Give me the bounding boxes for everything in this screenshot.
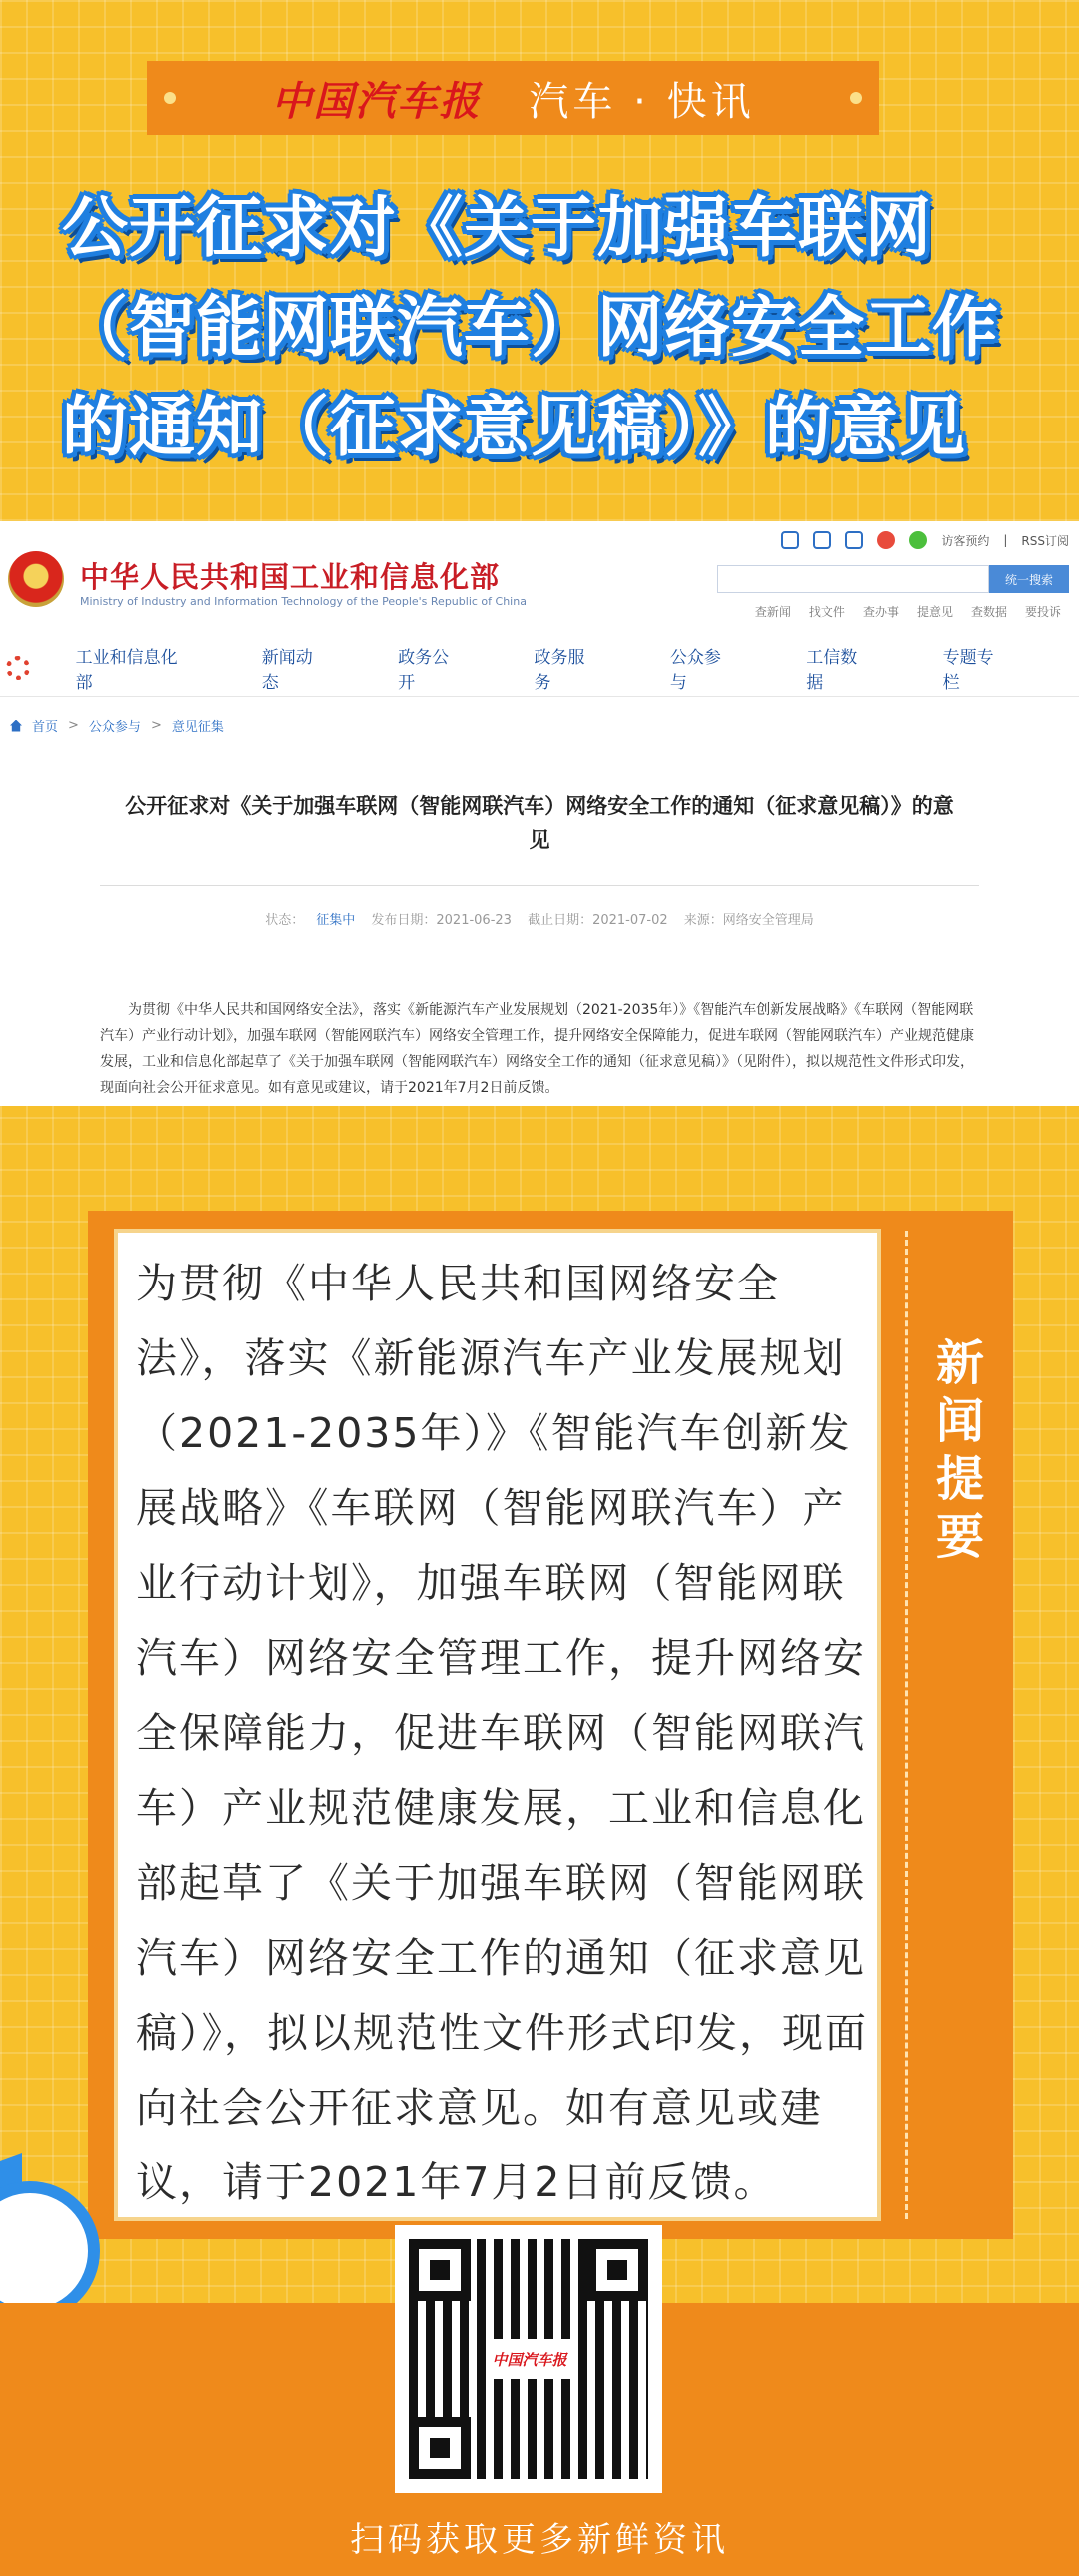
site-name-en: Ministry of Industry and Information Technology of the People's Republic of China [80,595,527,608]
breadcrumb-separator: > [68,718,79,733]
site-tools [781,531,1069,549]
quick-link-opinions[interactable]: 提意见 [916,605,953,619]
quick-links [755,603,1061,620]
search-button[interactable]: 统一搜索 [989,565,1069,593]
status-badge: 征集中 [316,913,356,928]
mobile-icon[interactable] [813,531,831,549]
site-name: 中华人民共和国工业和信息化部 [80,560,501,594]
nav-item-data[interactable]: 工信数据 [806,647,858,693]
breadcrumb-solicitation[interactable]: 意见征集 [171,720,224,735]
footer-caption: 扫码获取更多新鲜资讯 [350,2520,729,2560]
banner-dot-left [164,92,176,104]
nav-item-topics[interactable]: 专题专栏 [942,647,994,693]
nav-item-participation[interactable]: 公众参与 [669,647,721,693]
article-meta [0,909,1079,928]
nav-item-news[interactable]: 新闻动态 [261,647,313,693]
wechat-icon[interactable] [909,531,927,549]
nav-item-affairs[interactable]: 政务公开 [398,647,450,693]
banner-tag: 汽车 · 快讯 [529,78,755,125]
dashed-divider [905,1231,908,2219]
meta-deadline: 截止日期：2021-07-02 [528,913,668,928]
summary-side-label: 新闻提要 [935,1335,984,1565]
decoration-circle [0,2181,100,2321]
qr-finder-bottom-left [409,2417,471,2479]
quick-link-data[interactable]: 查数据 [970,605,1007,619]
breadcrumb-separator: > [150,718,162,733]
qr-finder-top-left [409,2239,471,2301]
rss-link[interactable]: RSS订阅 [1021,533,1069,548]
nav-item-services[interactable]: 政务服务 [534,647,585,693]
site-nav [0,639,1079,697]
meta-source: 来源：网络安全管理局 [683,913,814,928]
site-search [717,565,1069,593]
breadcrumb [10,716,224,735]
quick-link-news[interactable]: 查新闻 [754,605,791,619]
summary-text: 为贯彻《中华人民共和国网络安全法》，落实《新能源汽车产业发展规划（2021-2035年）》《智能汽车创新发展战略》《车联网（智能网联汽车）产业行动计划》，加强车联网（智能网联汽车）网络安全管理工作，提升网络安全保障能力，促进车联网（智能网联汽车）产业规范健康发展，工业和信息化部起草了《关于加强车联网（智能网联汽车）网络安全工作的通知（征求意见稿）》，拟以规范性文件形式印发，现面向社会公开征求意见。如有意见或建议，请于2021年7月2日前反馈。 [136,1260,868,2206]
banner-dot-right [850,92,862,104]
divider: | [1003,533,1008,547]
ministry-website-screenshot [0,521,1079,1106]
weibo-icon[interactable] [877,531,895,549]
hero-title: 公开征求对《关于加强车联网（智能网联汽车）网络安全工作的通知（征求意见稿）》的意见 [62,189,999,465]
gear-logo-icon [6,656,30,680]
accessibility-icon[interactable] [781,531,799,549]
national-emblem-icon [8,551,64,607]
nav-item-ministry[interactable]: 工业和信息化部 [75,647,178,693]
meta-publish-date: 发布日期：2021-06-23 [371,913,512,928]
article-title: 公开征求对《关于加强车联网（智能网联汽车）网络安全工作的通知（征求意见稿）》的意见 [125,794,954,852]
news-summary-card [88,1211,1013,2239]
visit-appointment-link[interactable]: 访客预约 [941,533,990,548]
breadcrumb-participation[interactable]: 公众参与 [88,720,141,735]
qr-pattern [409,2239,648,2479]
mail-icon[interactable] [845,531,863,549]
search-input[interactable] [717,565,989,593]
qr-code [395,2225,662,2493]
brand-logo: 中国汽车报 [271,77,482,125]
article-body: 为贯彻《中华人民共和国网络安全法》，落实《新能源汽车产业发展规划（2021-2035年）》《智能汽车创新发展战略》《车联网（智能网联汽车）产业行动计划》，加强车联网（智能网联汽车）网络安全管理工作，提升网络安全保障能力，促进车联网（智能网联汽车）产业规范健康发展，工业和信息化部起草了《关于加强车联网（智能网联汽车）网络安全工作的通知（征求意见稿）》（见附件），拟以规范性文件形式印发，现面向社会公开征求意见。如有意见或建议，请于2021年7月2日前反馈。 [100,1002,974,1096]
qr-logo: 中国汽车报 [487,2339,572,2379]
qr-finder-top-right [586,2239,648,2301]
quick-link-files[interactable]: 找文件 [808,605,845,619]
quick-link-services[interactable]: 查办事 [862,605,899,619]
divider [100,885,979,886]
header-banner [147,61,879,135]
summary-panel [114,1229,881,2221]
breadcrumb-home[interactable]: 首页 [32,720,59,735]
quick-link-complaints[interactable]: 要投诉 [1024,605,1061,619]
home-icon [10,720,22,732]
meta-status-label: 状态： [265,913,305,928]
